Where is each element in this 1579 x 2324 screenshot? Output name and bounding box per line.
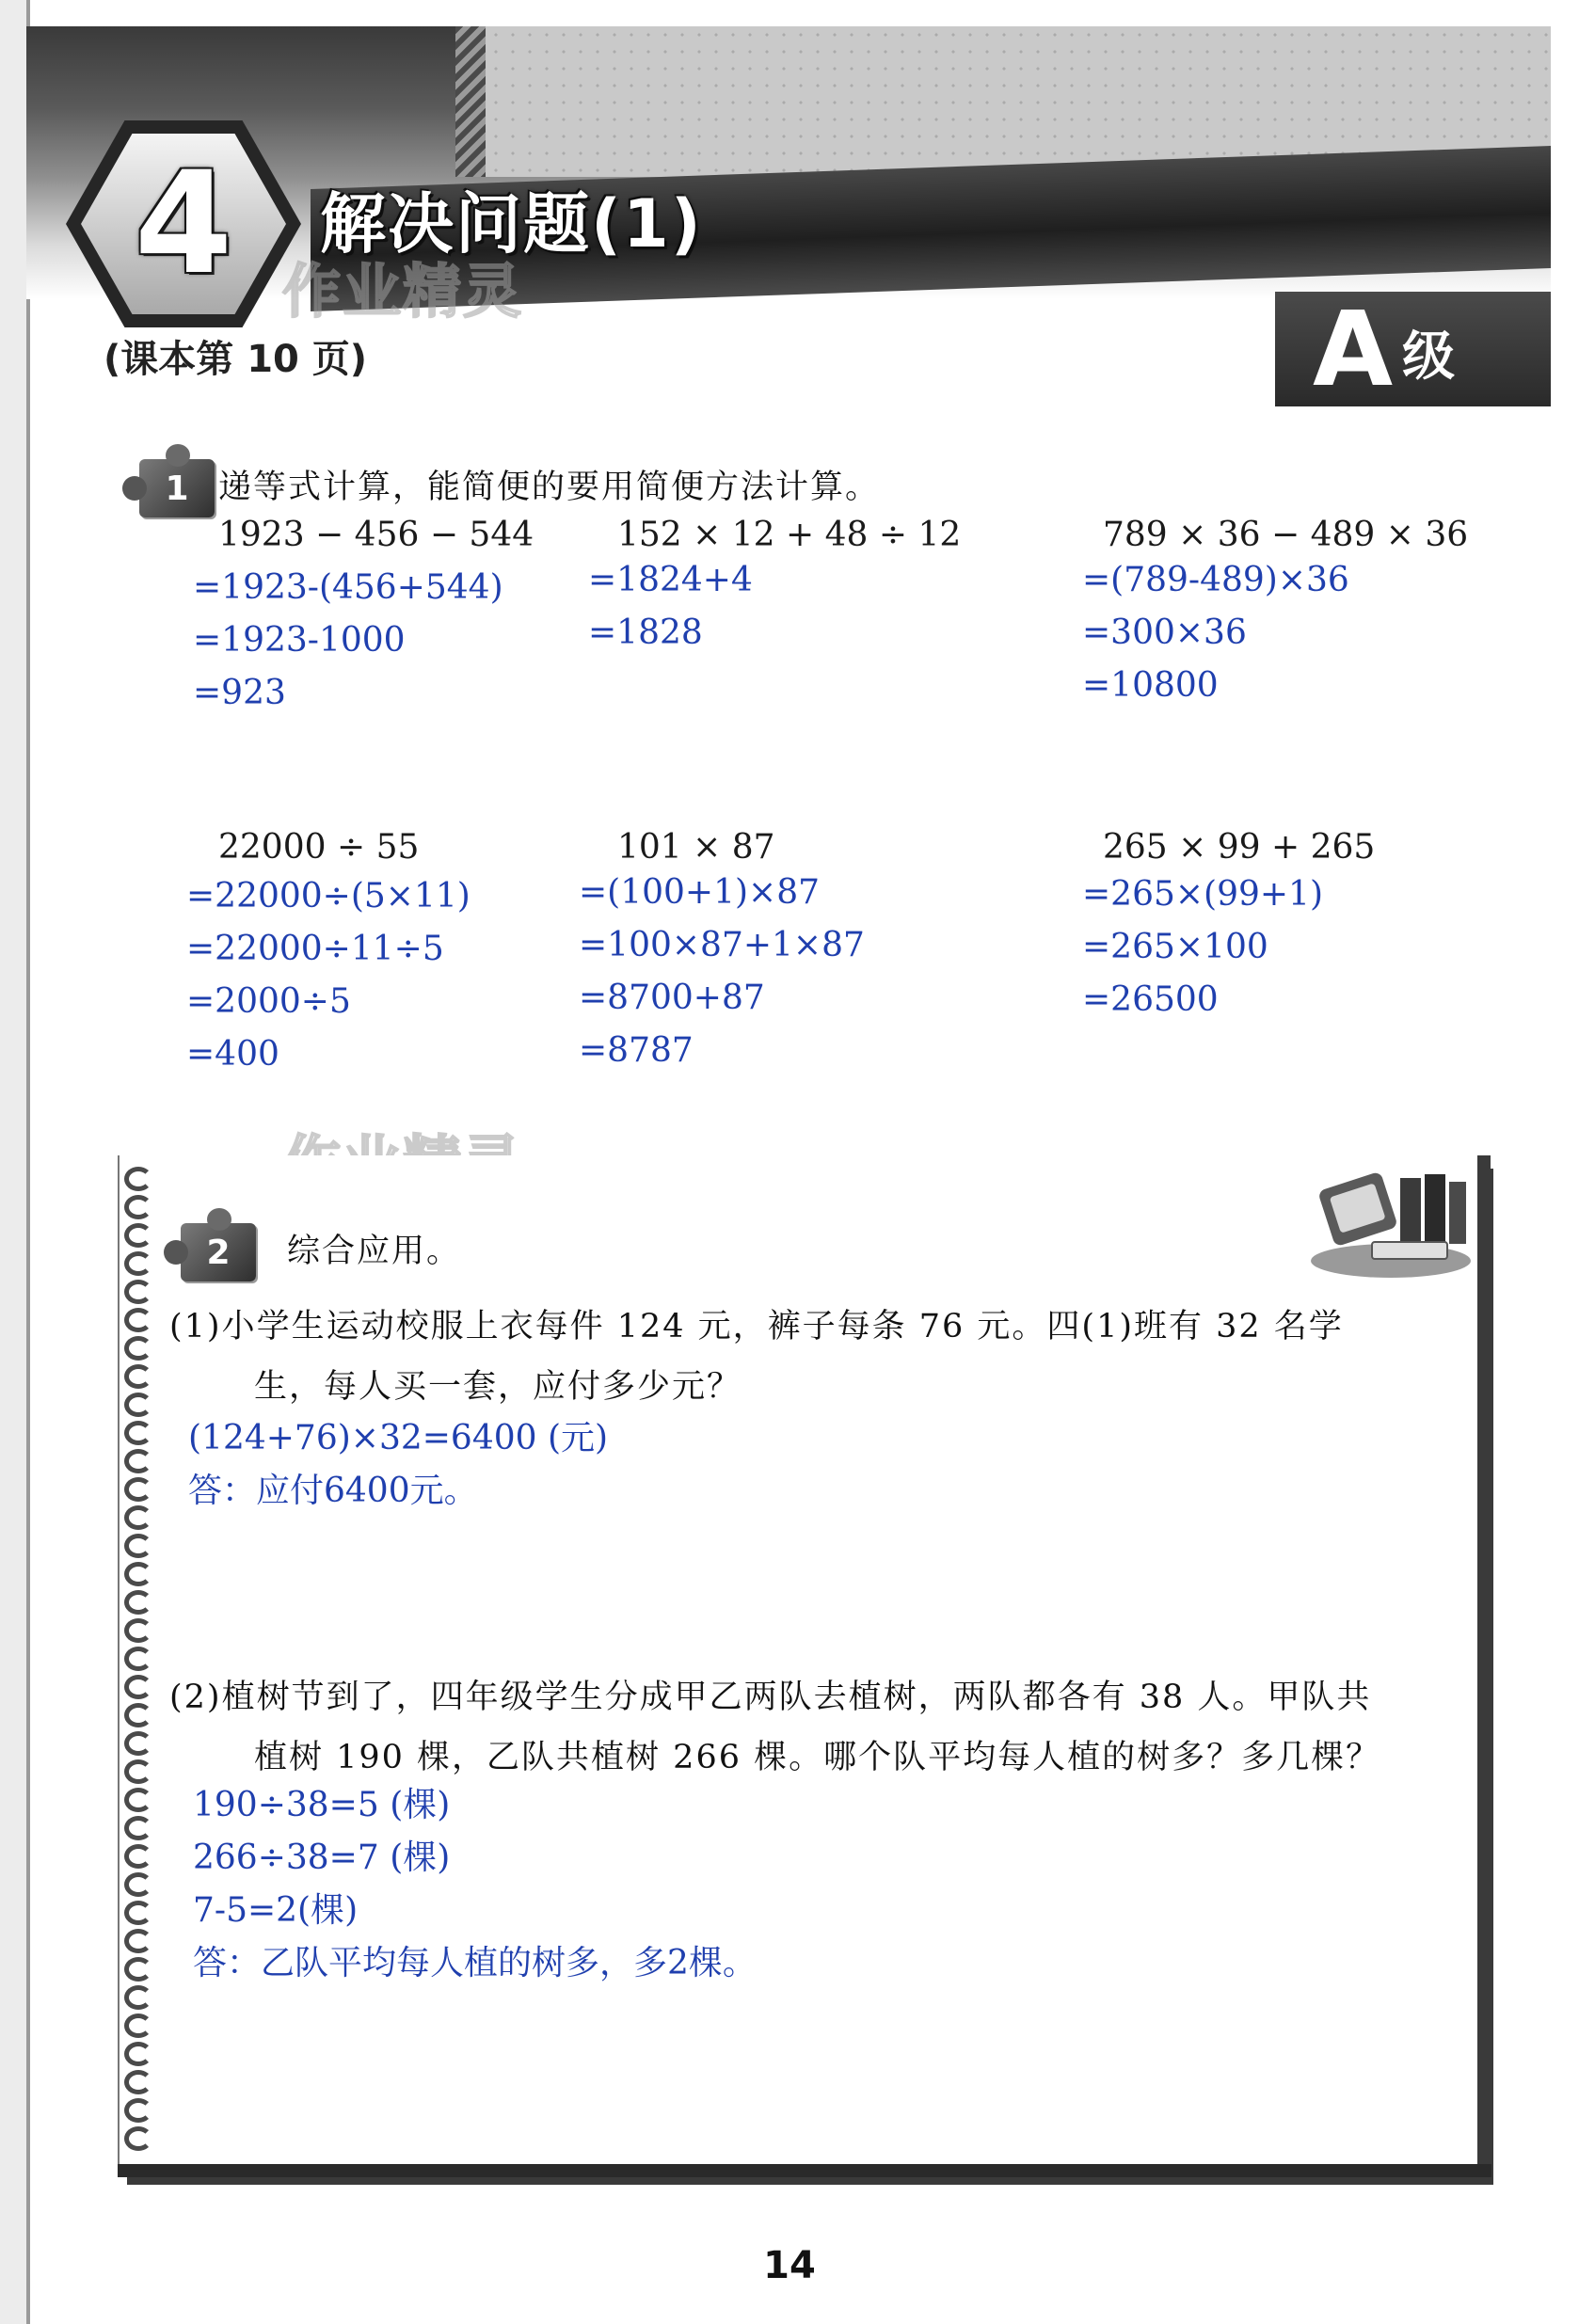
spiral-ring — [124, 1505, 152, 1530]
spiral-ring — [124, 1421, 152, 1445]
spiral-ring — [124, 1703, 152, 1727]
spiral-ring — [124, 1590, 152, 1615]
question-text: 生，每人买一套，应付多少元？ — [254, 1368, 742, 1406]
notebook-shadow-bottom — [118, 2164, 1491, 2177]
question-text: (1)小学生运动校服上衣每件 124 元，裤子每条 76 元。四(1)班有 32 名学 — [169, 1308, 1344, 1345]
page-edge — [0, 0, 26, 2324]
solution-step: =22000÷11÷5 — [186, 930, 444, 968]
level-badge — [1275, 289, 1551, 409]
spiral-ring — [124, 1167, 152, 1191]
solution-step: =10800 — [1082, 666, 1219, 705]
solution-step: =(100+1)×87 — [579, 873, 821, 912]
solution-step: =8787 — [579, 1031, 694, 1070]
spiral-ring — [124, 1449, 152, 1473]
spiral-ring — [124, 1675, 152, 1699]
solution-step: =2000÷5 — [186, 982, 351, 1021]
solution-step: =300×36 — [1082, 613, 1247, 652]
problem-expression: 101 × 87 — [617, 828, 775, 867]
solution-step: =22000÷(5×11) — [186, 877, 471, 915]
spiral-ring — [124, 1816, 152, 1840]
solution-step: =100×87+1×87 — [579, 926, 865, 964]
spiral-ring — [124, 1731, 152, 1756]
spiral-ring — [124, 1195, 152, 1219]
answer-line: 7-5=2(棵) — [193, 1891, 359, 1930]
notebook-spiral — [124, 1167, 162, 2164]
spiral-ring — [124, 1280, 152, 1304]
spiral-ring — [124, 2042, 152, 2066]
page-number: 14 — [763, 2244, 816, 2287]
answer-line: 190÷38=5 (棵) — [193, 1786, 451, 1824]
spiral-ring — [124, 2014, 152, 2038]
level-word: 级 — [1402, 326, 1456, 388]
spiral-ring — [124, 1308, 152, 1332]
solution-step: =(789-489)×36 — [1082, 561, 1349, 599]
solution-step: =1923-(456+544) — [193, 568, 503, 607]
answer-line: 答：乙队平均每人植的树多，多2棵。 — [193, 1944, 757, 1982]
problem-expression: 789 × 36 − 489 × 36 — [1103, 516, 1469, 554]
solution-step: =8700+87 — [579, 979, 765, 1017]
spiral-ring — [124, 1788, 152, 1812]
section2-instruction: 综合应用。 — [287, 1233, 462, 1270]
problem-expression: 152 × 12 + 48 ÷ 12 — [617, 516, 962, 554]
spiral-ring — [124, 2098, 152, 2123]
spiral-ring — [124, 2070, 152, 2094]
answer-line: 266÷38=7 (棵) — [193, 1839, 451, 1877]
chapter-title: 解决问题(1) — [320, 185, 703, 263]
solution-step: =400 — [186, 1035, 279, 1074]
solution-step: =265×100 — [1082, 928, 1268, 966]
solution-step: =1828 — [588, 613, 703, 652]
spiral-ring — [124, 1336, 152, 1361]
spiral-ring — [124, 1251, 152, 1276]
spiral-ring — [124, 1901, 152, 1925]
spiral-ring — [124, 1872, 152, 1897]
puzzle-icon — [139, 459, 215, 517]
question-text: (2)植树节到了，四年级学生分成甲乙两队去植树，两队都各有 38 人。甲队共 — [169, 1679, 1372, 1716]
header-zigzag — [455, 26, 486, 177]
notebook-shadow-right — [1477, 1155, 1491, 2177]
watermark: 作业精灵 — [282, 257, 524, 326]
spiral-ring — [124, 1929, 152, 1953]
spiral-ring — [124, 1393, 152, 1417]
spiral-ring — [124, 1759, 152, 1784]
spiral-ring — [124, 1957, 152, 1982]
puzzle-icon — [181, 1223, 256, 1281]
computer-icon — [1306, 1159, 1475, 1281]
level-letter: A — [1313, 289, 1394, 409]
answer-line: 答：应付6400元。 — [188, 1472, 478, 1510]
solution-step: =1824+4 — [588, 561, 753, 599]
spiral-ring — [124, 1618, 152, 1643]
problem-expression: 265 × 99 + 265 — [1103, 828, 1376, 867]
spiral-ring — [124, 1223, 152, 1248]
spiral-ring — [124, 1562, 152, 1586]
textbook-reference: (课本第 10 页) — [104, 338, 368, 381]
solution-step: =923 — [193, 674, 286, 712]
question-text: 植树 190 棵，乙队共植树 266 棵。哪个队平均每人植的树多？多几棵？ — [254, 1739, 1381, 1776]
section-number: 1 — [165, 469, 189, 508]
section-number: 2 — [206, 1233, 231, 1272]
answer-line: (124+76)×32=6400 (元) — [188, 1419, 609, 1457]
solution-step: =26500 — [1082, 980, 1219, 1019]
spiral-ring — [124, 2126, 152, 2151]
chapter-number: 4 — [134, 142, 233, 306]
solution-step: =1923-1000 — [193, 621, 406, 660]
spiral-ring — [124, 1477, 152, 1502]
problem-expression: 1923 − 456 − 544 — [218, 516, 534, 554]
spiral-ring — [124, 1844, 152, 1869]
section1-instruction: 递等式计算，能简便的要用简便方法计算。 — [218, 469, 881, 506]
spiral-ring — [124, 1985, 152, 2010]
spiral-ring — [124, 1364, 152, 1389]
problem-expression: 22000 ÷ 55 — [218, 828, 420, 867]
spiral-ring — [124, 1647, 152, 1671]
page-edge-line — [26, 0, 30, 2324]
spiral-ring — [124, 1534, 152, 1558]
solution-step: =265×(99+1) — [1082, 875, 1324, 914]
